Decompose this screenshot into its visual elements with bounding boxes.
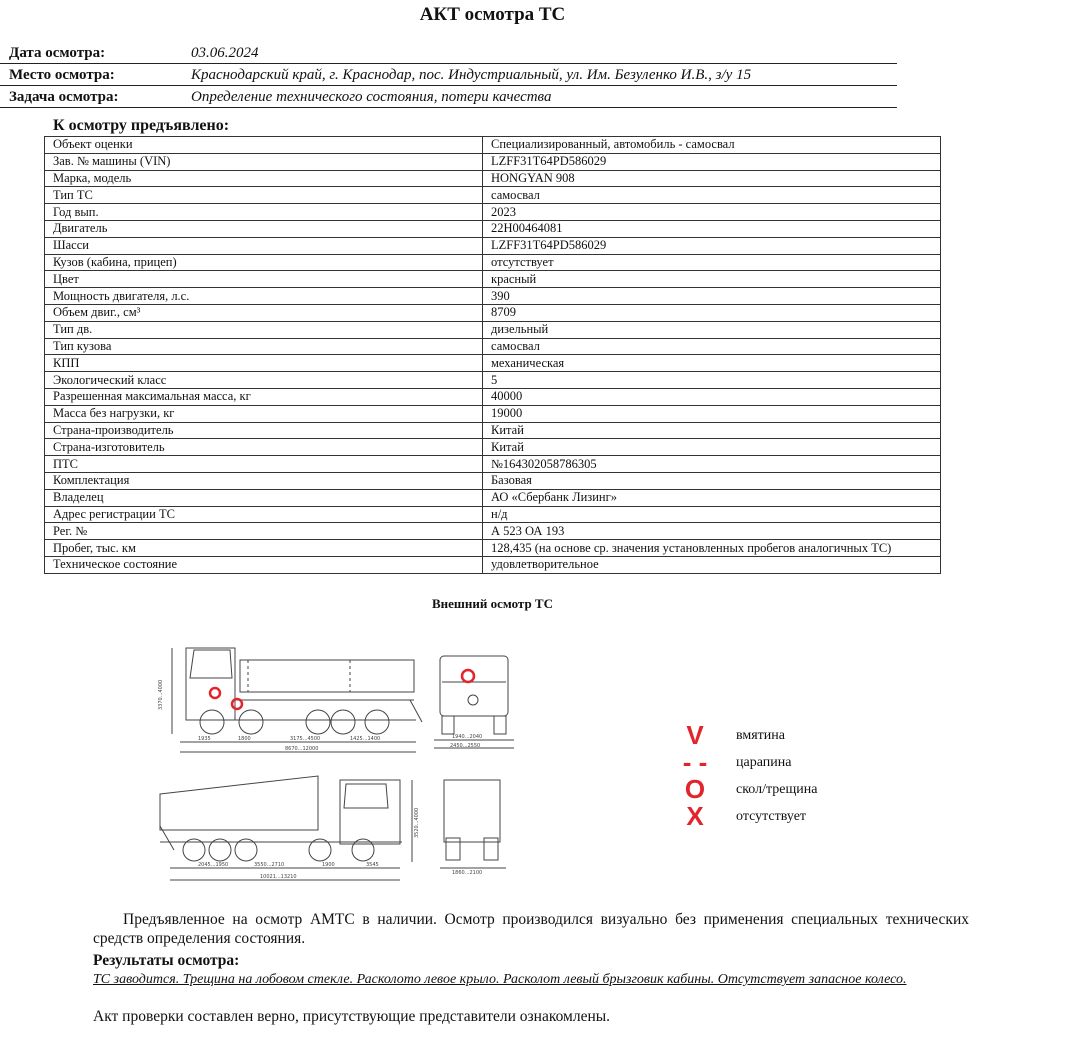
info-value: Определение технического состояния, потери качества	[191, 89, 552, 105]
spec-table	[44, 136, 941, 574]
table-row	[45, 388, 941, 405]
table-row	[45, 523, 941, 540]
info-value: Краснодарский край, г. Краснодар, пос. Индустриальный, ул. Им. Безуленко И.В., з/у 15	[191, 67, 752, 83]
logo-icon	[468, 695, 478, 705]
spec-value: 19000	[483, 405, 941, 422]
dim-bottom-4: 3545	[366, 862, 379, 868]
chip-crack-icon: O	[684, 774, 706, 804]
spec-label: Цвет	[45, 271, 483, 288]
table-row	[45, 355, 941, 372]
info-row-date	[0, 42, 897, 64]
spec-value: н/д	[483, 506, 941, 523]
spec-label: Тип кузова	[45, 338, 483, 355]
table-row	[45, 153, 941, 170]
dim-side-height: 3370...4000	[158, 679, 164, 710]
table-row	[45, 405, 941, 422]
spec-label: Мощность двигателя, л.с.	[45, 288, 483, 305]
dim-front-track: 1940...2040	[452, 734, 483, 740]
wheel-icon	[239, 710, 263, 734]
spec-value: АО «Сбербанк Лизинг»	[483, 489, 941, 506]
spec-value: красный	[483, 271, 941, 288]
spec-label: Зав. № машины (VIN)	[45, 153, 483, 170]
cab-side-outline-icon	[340, 780, 400, 844]
spec-label: Марка, модель	[45, 170, 483, 187]
table-row	[45, 237, 941, 254]
results-text: ТС заводится. Трещина на лобовом стекле. Расколото левое крыло. Расколот левый брызговик кабины. Отсутствует запасное колесо.	[93, 972, 907, 987]
spec-value: Базовая	[483, 472, 941, 489]
table-row	[45, 372, 941, 389]
table-row	[45, 137, 941, 154]
legend-item-missing	[678, 803, 858, 829]
closing-statement: Акт проверки составлен верно, присутствующие представители ознакомлены.	[93, 1008, 611, 1025]
table-row	[45, 540, 941, 557]
table-row	[45, 220, 941, 237]
legend-label: скол/трещина	[736, 782, 818, 797]
spec-label: Разрешенная максимальная масса, кг	[45, 388, 483, 405]
damage-mark-icon	[210, 688, 220, 698]
spec-value: Китай	[483, 422, 941, 439]
legend-item-chip	[678, 776, 858, 802]
table-row	[45, 321, 941, 338]
spec-value: HONGYAN 908	[483, 170, 941, 187]
spec-value: удовлетворительное	[483, 556, 941, 573]
info-row-task	[0, 86, 897, 108]
table-row	[45, 506, 941, 523]
missing-icon: X	[686, 801, 704, 831]
spec-value: механическая	[483, 355, 941, 372]
spec-label: Тип ТС	[45, 187, 483, 204]
spec-value: 8709	[483, 304, 941, 321]
spec-label: Техническое состояние	[45, 556, 483, 573]
spec-label: Адрес регистрации ТС	[45, 506, 483, 523]
dim-rear-height: 3520...4000	[414, 807, 420, 838]
info-row-place	[0, 64, 897, 86]
spec-value: Китай	[483, 439, 941, 456]
dent-icon: V	[686, 720, 704, 750]
section-title: К осмотру предъявлено:	[53, 117, 230, 134]
inspection-paragraph: Предъявленное на осмотр АМТС в наличии. Осмотр производился визуально без применения специальных технических средств определения состояния.	[93, 911, 969, 947]
spec-value: Специализированный, автомобиль - самосвал	[483, 137, 941, 154]
results-title: Результаты осмотра:	[93, 952, 240, 969]
spec-label: Масса без нагрузки, кг	[45, 405, 483, 422]
document-title: АКТ осмотра ТС	[419, 4, 566, 25]
damage-mark-icon	[462, 670, 474, 682]
wheel-icon	[331, 710, 355, 734]
spec-label: Шасси	[45, 237, 483, 254]
table-row	[45, 170, 941, 187]
inspection-title: Внешний осмотр ТС	[432, 596, 553, 611]
spec-label: Страна-производитель	[45, 422, 483, 439]
legend-label: вмятина	[736, 728, 785, 743]
wheel-icon	[200, 710, 224, 734]
spec-label: Год вып.	[45, 204, 483, 221]
table-row	[45, 422, 941, 439]
spec-value: 40000	[483, 388, 941, 405]
spec-value: LZFF31T64PD586029	[483, 237, 941, 254]
dim-bottom-overall: 10021...13210	[260, 874, 297, 880]
dump-body-icon	[240, 660, 414, 692]
cab-window-icon	[344, 784, 388, 808]
truck-drawing-icon	[150, 630, 530, 892]
info-label: Дата осмотра:	[9, 45, 106, 61]
spec-label: Объект оценки	[45, 137, 483, 154]
table-row	[45, 456, 941, 473]
dim-bottom-3: 1900	[322, 862, 335, 868]
info-label: Задача осмотра:	[9, 89, 119, 105]
spec-label: Рег. №	[45, 523, 483, 540]
spec-label: Комплектация	[45, 472, 483, 489]
dim-bottom-2: 3550...2710	[254, 862, 285, 868]
wheel-icon	[365, 710, 389, 734]
dim-axle-3: 3175...4500	[290, 736, 321, 742]
spec-value: 22Н00464081	[483, 220, 941, 237]
cab-side-outline-icon	[186, 648, 235, 720]
truck-diagram	[150, 630, 530, 892]
table-row	[45, 472, 941, 489]
spec-label: Объем двиг., см³	[45, 304, 483, 321]
table-row	[45, 271, 941, 288]
spec-label: Страна-изготовитель	[45, 439, 483, 456]
raised-body-icon	[160, 776, 318, 830]
table-row	[45, 304, 941, 321]
spec-value: 128,435 (на основе ср. значения установленных пробегов аналогичных ТС)	[483, 540, 941, 557]
dim-axle-4: 1425...1400	[350, 736, 381, 742]
table-row	[45, 489, 941, 506]
table-row	[45, 187, 941, 204]
spec-value: самосвал	[483, 338, 941, 355]
spec-value: отсутствует	[483, 254, 941, 271]
dim-front-width: 2450...2550	[450, 743, 481, 749]
spec-value: самосвал	[483, 187, 941, 204]
spec-value: А 523 ОА 193	[483, 523, 941, 540]
spec-label: Экологический класс	[45, 372, 483, 389]
spec-label: Пробег, тыс. км	[45, 540, 483, 557]
dim-bottom-1: 2045...1950	[198, 862, 229, 868]
table-row	[45, 338, 941, 355]
spec-label: Владелец	[45, 489, 483, 506]
spec-label: Двигатель	[45, 220, 483, 237]
legend-item-dent	[678, 722, 858, 748]
table-row	[45, 254, 941, 271]
spec-value: №164302058786305	[483, 456, 941, 473]
spec-value: дизельный	[483, 321, 941, 338]
info-value: 03.06.2024	[191, 45, 259, 61]
spec-label: ПТС	[45, 456, 483, 473]
scratch-icon: - -	[682, 747, 708, 777]
spec-value: 390	[483, 288, 941, 305]
wheel-icon	[306, 710, 330, 734]
cab-window-icon	[190, 650, 232, 678]
spec-value: LZFF31T64PD586029	[483, 153, 941, 170]
table-row	[45, 288, 941, 305]
dim-overall-length: 8670...12000	[285, 746, 319, 752]
table-row	[45, 556, 941, 573]
info-label: Место осмотра:	[9, 67, 115, 83]
spec-value: 5	[483, 372, 941, 389]
spec-label: КПП	[45, 355, 483, 372]
spec-value: 2023	[483, 204, 941, 221]
dim-rear-track: 1860...2100	[452, 870, 483, 876]
rear-body-outline-icon	[444, 780, 500, 842]
legend-label: отсутствует	[736, 809, 807, 824]
table-row	[45, 439, 941, 456]
legend-item-scratch	[678, 749, 858, 775]
spec-label: Кузов (кабина, прицеп)	[45, 254, 483, 271]
spec-label: Тип дв.	[45, 321, 483, 338]
dim-axle-2: 1800	[238, 736, 251, 742]
dim-axle-1: 1935	[198, 736, 211, 742]
legend-label: царапина	[736, 755, 792, 770]
cab-front-outline-icon	[440, 656, 508, 716]
table-row	[45, 204, 941, 221]
